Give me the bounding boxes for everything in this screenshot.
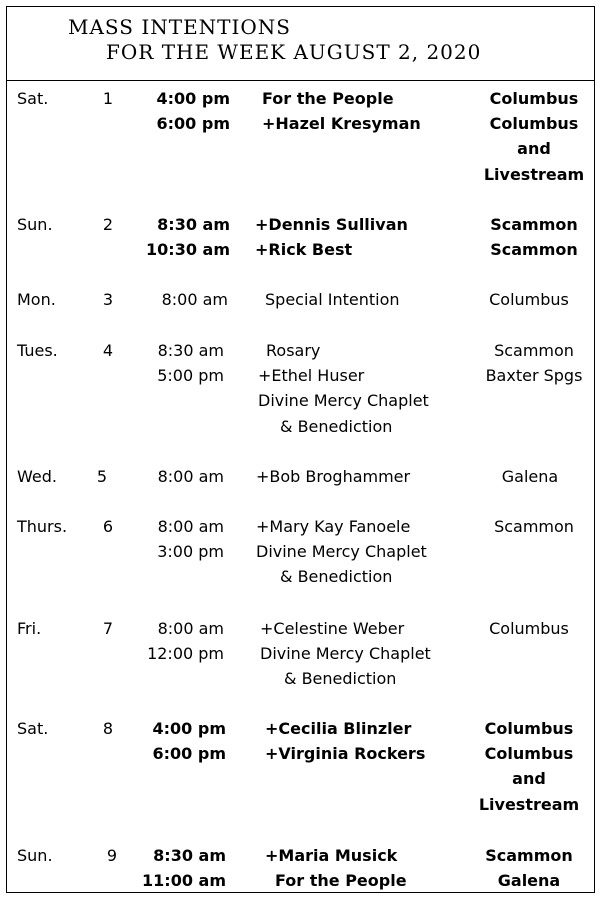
- intention-line: For the People: [275, 871, 407, 891]
- intention-line: Divine Mercy Chaplet: [258, 391, 429, 411]
- row-intentions: [265, 843, 407, 893]
- row-intentions: [265, 716, 425, 766]
- intention-line: +Bob Broghammer: [256, 467, 411, 486]
- row-date: 4: [102, 341, 114, 360]
- intention-line: +Dennis Sullivan: [255, 215, 408, 234]
- row-locations: Columbus: [489, 290, 569, 309]
- row-locations: Scammon: [494, 517, 574, 536]
- row-day: Sun.: [17, 846, 53, 865]
- row-date: 3: [102, 290, 114, 309]
- schedule-header: [6, 6, 595, 81]
- row-date: 2: [102, 215, 114, 234]
- row-intentions: [258, 338, 429, 439]
- row-times: 8:00 am: [161, 290, 228, 309]
- row-times: 8:30 am 10:30 am: [146, 215, 230, 260]
- intention-line: +Maria Musick: [265, 846, 398, 865]
- row-day: Fri.: [17, 619, 42, 638]
- row-locations: Scammon Baxter Spgs: [485, 341, 583, 386]
- row-locations: Galena: [501, 467, 559, 486]
- row-locations: Scammon Scammon: [490, 215, 578, 260]
- intention-line: +Mary Kay Fanoele: [256, 517, 411, 536]
- row-date: 7: [102, 619, 114, 638]
- intention-line: +Virginia Rockers: [265, 744, 426, 764]
- header-title-line2: FOR THE WEEK AUGUST 2, 2020: [106, 40, 482, 64]
- intention-line: Special Intention: [265, 290, 400, 309]
- intention-line: & Benediction: [280, 416, 393, 436]
- row-locations: Scammon Galena: [485, 846, 573, 891]
- row-times: 4:00 pm 6:00 pm: [152, 719, 226, 764]
- row-times: 8:30 am 11:00 am: [142, 846, 226, 891]
- intention-line: & Benediction: [284, 669, 397, 689]
- row-times: 8:00 am 3:00 pm: [157, 517, 224, 562]
- intention-line: +Hazel Kresyman: [262, 114, 421, 134]
- intention-line: Divine Mercy Chaplet: [256, 542, 427, 562]
- row-day: Sat.: [17, 719, 49, 738]
- intention-line: +Celestine Weber: [260, 619, 405, 638]
- row-times: 4:00 pm 6:00 pm: [156, 89, 230, 134]
- intention-line: Divine Mercy Chaplet: [260, 644, 431, 664]
- intention-line: +Cecilia Blinzler: [265, 719, 412, 738]
- row-date: 9: [106, 846, 118, 865]
- row-day: Mon.: [17, 290, 56, 309]
- intention-line: Rosary: [266, 341, 321, 360]
- row-day: Thurs.: [17, 517, 68, 536]
- row-intentions: [256, 514, 427, 590]
- row-times: 8:00 am 12:00 pm: [147, 619, 224, 664]
- row-date: 5: [96, 467, 108, 486]
- row-locations: Columbus: [489, 619, 569, 638]
- row-intentions: [256, 464, 410, 489]
- row-times: 8:30 am 5:00 pm: [157, 341, 224, 386]
- row-intentions: [255, 212, 408, 262]
- row-locations: Columbus Columbus and Livestream: [483, 89, 585, 184]
- row-intentions: [265, 287, 400, 312]
- row-date: 8: [102, 719, 114, 738]
- header-title-line1: MASS INTENTIONS: [68, 15, 292, 39]
- row-day: Tues.: [17, 341, 58, 360]
- row-times: 8:00 am: [157, 467, 224, 486]
- row-day: Sat.: [17, 89, 49, 108]
- row-date: 1: [102, 89, 114, 108]
- row-locations: Columbus Columbus and Livestream: [478, 719, 580, 814]
- intention-line: & Benediction: [280, 567, 393, 587]
- intention-line: +Ethel Huser: [258, 366, 365, 386]
- intention-line: +Rick Best: [255, 240, 353, 260]
- row-date: 6: [102, 517, 114, 536]
- row-intentions: [262, 86, 421, 136]
- row-day: Sun.: [17, 215, 53, 234]
- row-intentions: [260, 616, 431, 692]
- row-day: Wed.: [17, 467, 57, 486]
- intention-line: For the People: [262, 89, 394, 108]
